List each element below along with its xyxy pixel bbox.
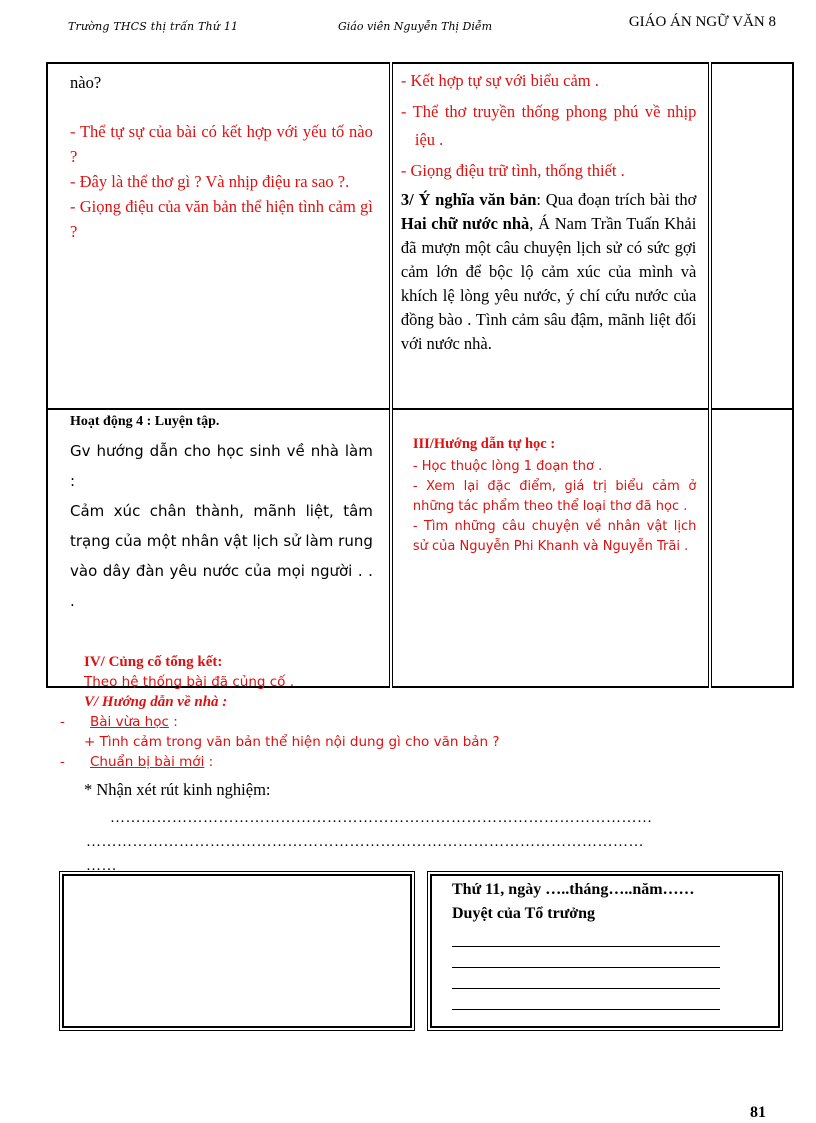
signature-line xyxy=(452,989,720,1010)
homework-item-1-label: Bài vừa học xyxy=(90,714,169,730)
answer-3: - Giọng điệu trữ tình, thống thiết . xyxy=(400,161,625,180)
approval-box xyxy=(430,874,780,1028)
review-line-2: ……………………………………………………………………………………………… xyxy=(86,834,644,850)
lesson-conclusion xyxy=(60,652,780,878)
notes-cell xyxy=(710,409,793,687)
question-1: - Thể tự sự của bài có kết hợp với yếu tố nào ? xyxy=(70,122,373,166)
dash-marker: - xyxy=(60,754,65,770)
review-line-3: …… xyxy=(86,858,117,874)
page-header xyxy=(68,14,776,38)
meaning-text-b: , Á Nam Trần Tuấn Khải đã mượn một câu chuyện lịch sử có sức gợi cảm lớn để bộc lộ cảm xúc của mình và khích lệ lòng yêu nước, ý chí cứu nước của đồng bào . Tình cảm sâu đậm, mãnh liệt đối với nước nhà. xyxy=(400,214,697,353)
summary-text: Theo hệ thống bài đã củng cố . xyxy=(84,674,295,690)
table-row xyxy=(47,409,793,687)
lesson-table xyxy=(46,62,794,688)
notes-cell xyxy=(710,63,793,409)
homework-item-2-colon: : xyxy=(204,754,214,770)
signature-line xyxy=(452,947,720,968)
homework-item-1-colon: : xyxy=(168,714,178,730)
poem-title: Hai chữ nước nhà xyxy=(400,214,530,233)
activity-heading: Hoạt động 4 : Luyện tập. xyxy=(70,414,220,429)
review-line-1: …………………………………………………………………………………………… xyxy=(110,810,653,826)
table-row xyxy=(47,63,793,409)
self-study-title: III/Hướng dẫn tự học : xyxy=(412,436,556,452)
teacher-name: Giáo viên Nguyễn Thị Diễm xyxy=(338,20,493,33)
self-study-item-2: - Xem lại đặc điểm, giá trị biểu cảm ở những tác phẩm theo thể loại thơ đã học . xyxy=(412,479,697,514)
document-title: GIÁO ÁN NGỮ VĂN 8 xyxy=(628,14,776,30)
homework-item-1-text: + Tình cảm trong văn bản thể hiện nội dung gì cho văn bản ? xyxy=(84,734,500,750)
homework-text: Cảm xúc chân thành, mãnh liệt, tâm trạng của một nhân vật lịch sử làm rung vào dây đàn yêu nước của mọi người . . . xyxy=(70,502,373,610)
signature-line xyxy=(452,926,720,947)
content-cell xyxy=(391,63,710,409)
blank-box xyxy=(62,874,412,1028)
signature-line xyxy=(452,968,720,989)
school-name: Trường THCS thị trấn Thứ 11 xyxy=(68,20,239,33)
approval-label: Duyệt của Tổ trưởng xyxy=(452,905,596,922)
continuation-text: nào? xyxy=(70,73,102,92)
self-study-item-1: - Học thuộc lòng 1 đoạn thơ . xyxy=(412,459,603,474)
meaning-text-a: : Qua đoạn trích bài thơ xyxy=(536,190,697,209)
homework-item-2 xyxy=(60,752,780,772)
dash-marker: - xyxy=(60,714,65,730)
homework-item-2-label: Chuẩn bị bài mới xyxy=(90,754,205,770)
meaning-label: 3/ Ý nghĩa văn bản xyxy=(400,190,537,209)
page-number: 81 xyxy=(750,1104,766,1121)
self-study-item-3: - Tìm những câu chuyện về nhân vật lịch sử của Nguyễn Phi Khanh và Nguyễn Trãi . xyxy=(412,519,697,554)
approval-date: Thứ 11, ngày …..tháng…..năm…… xyxy=(452,881,695,898)
question-3: - Giọng điệu của văn bản thể hiện tình cảm gì ? xyxy=(70,197,373,241)
self-study-cell xyxy=(391,409,710,687)
review-label: * Nhận xét rút kinh nghiệm: xyxy=(84,780,271,799)
question-2: - Đây là thể thơ gì ? Và nhịp điệu ra sao ?. xyxy=(70,172,350,191)
practice-activity-cell xyxy=(47,409,391,687)
answer-1: - Kết hợp tự sự với biểu cảm . xyxy=(400,71,599,90)
homework-heading: V/ Hướng dẫn về nhà : xyxy=(84,694,228,710)
summary-heading: IV/ Củng cố tổng kết: xyxy=(84,654,223,670)
homework-intro: Gv hướng dẫn cho học sinh về nhà làm : xyxy=(70,442,373,490)
meaning-paragraph xyxy=(401,188,696,356)
homework-item-1 xyxy=(60,712,780,732)
answer-2: - Thể thơ truyền thống phong phú về nhịp iệu . xyxy=(400,102,697,149)
teacher-activity-cell xyxy=(47,63,391,409)
